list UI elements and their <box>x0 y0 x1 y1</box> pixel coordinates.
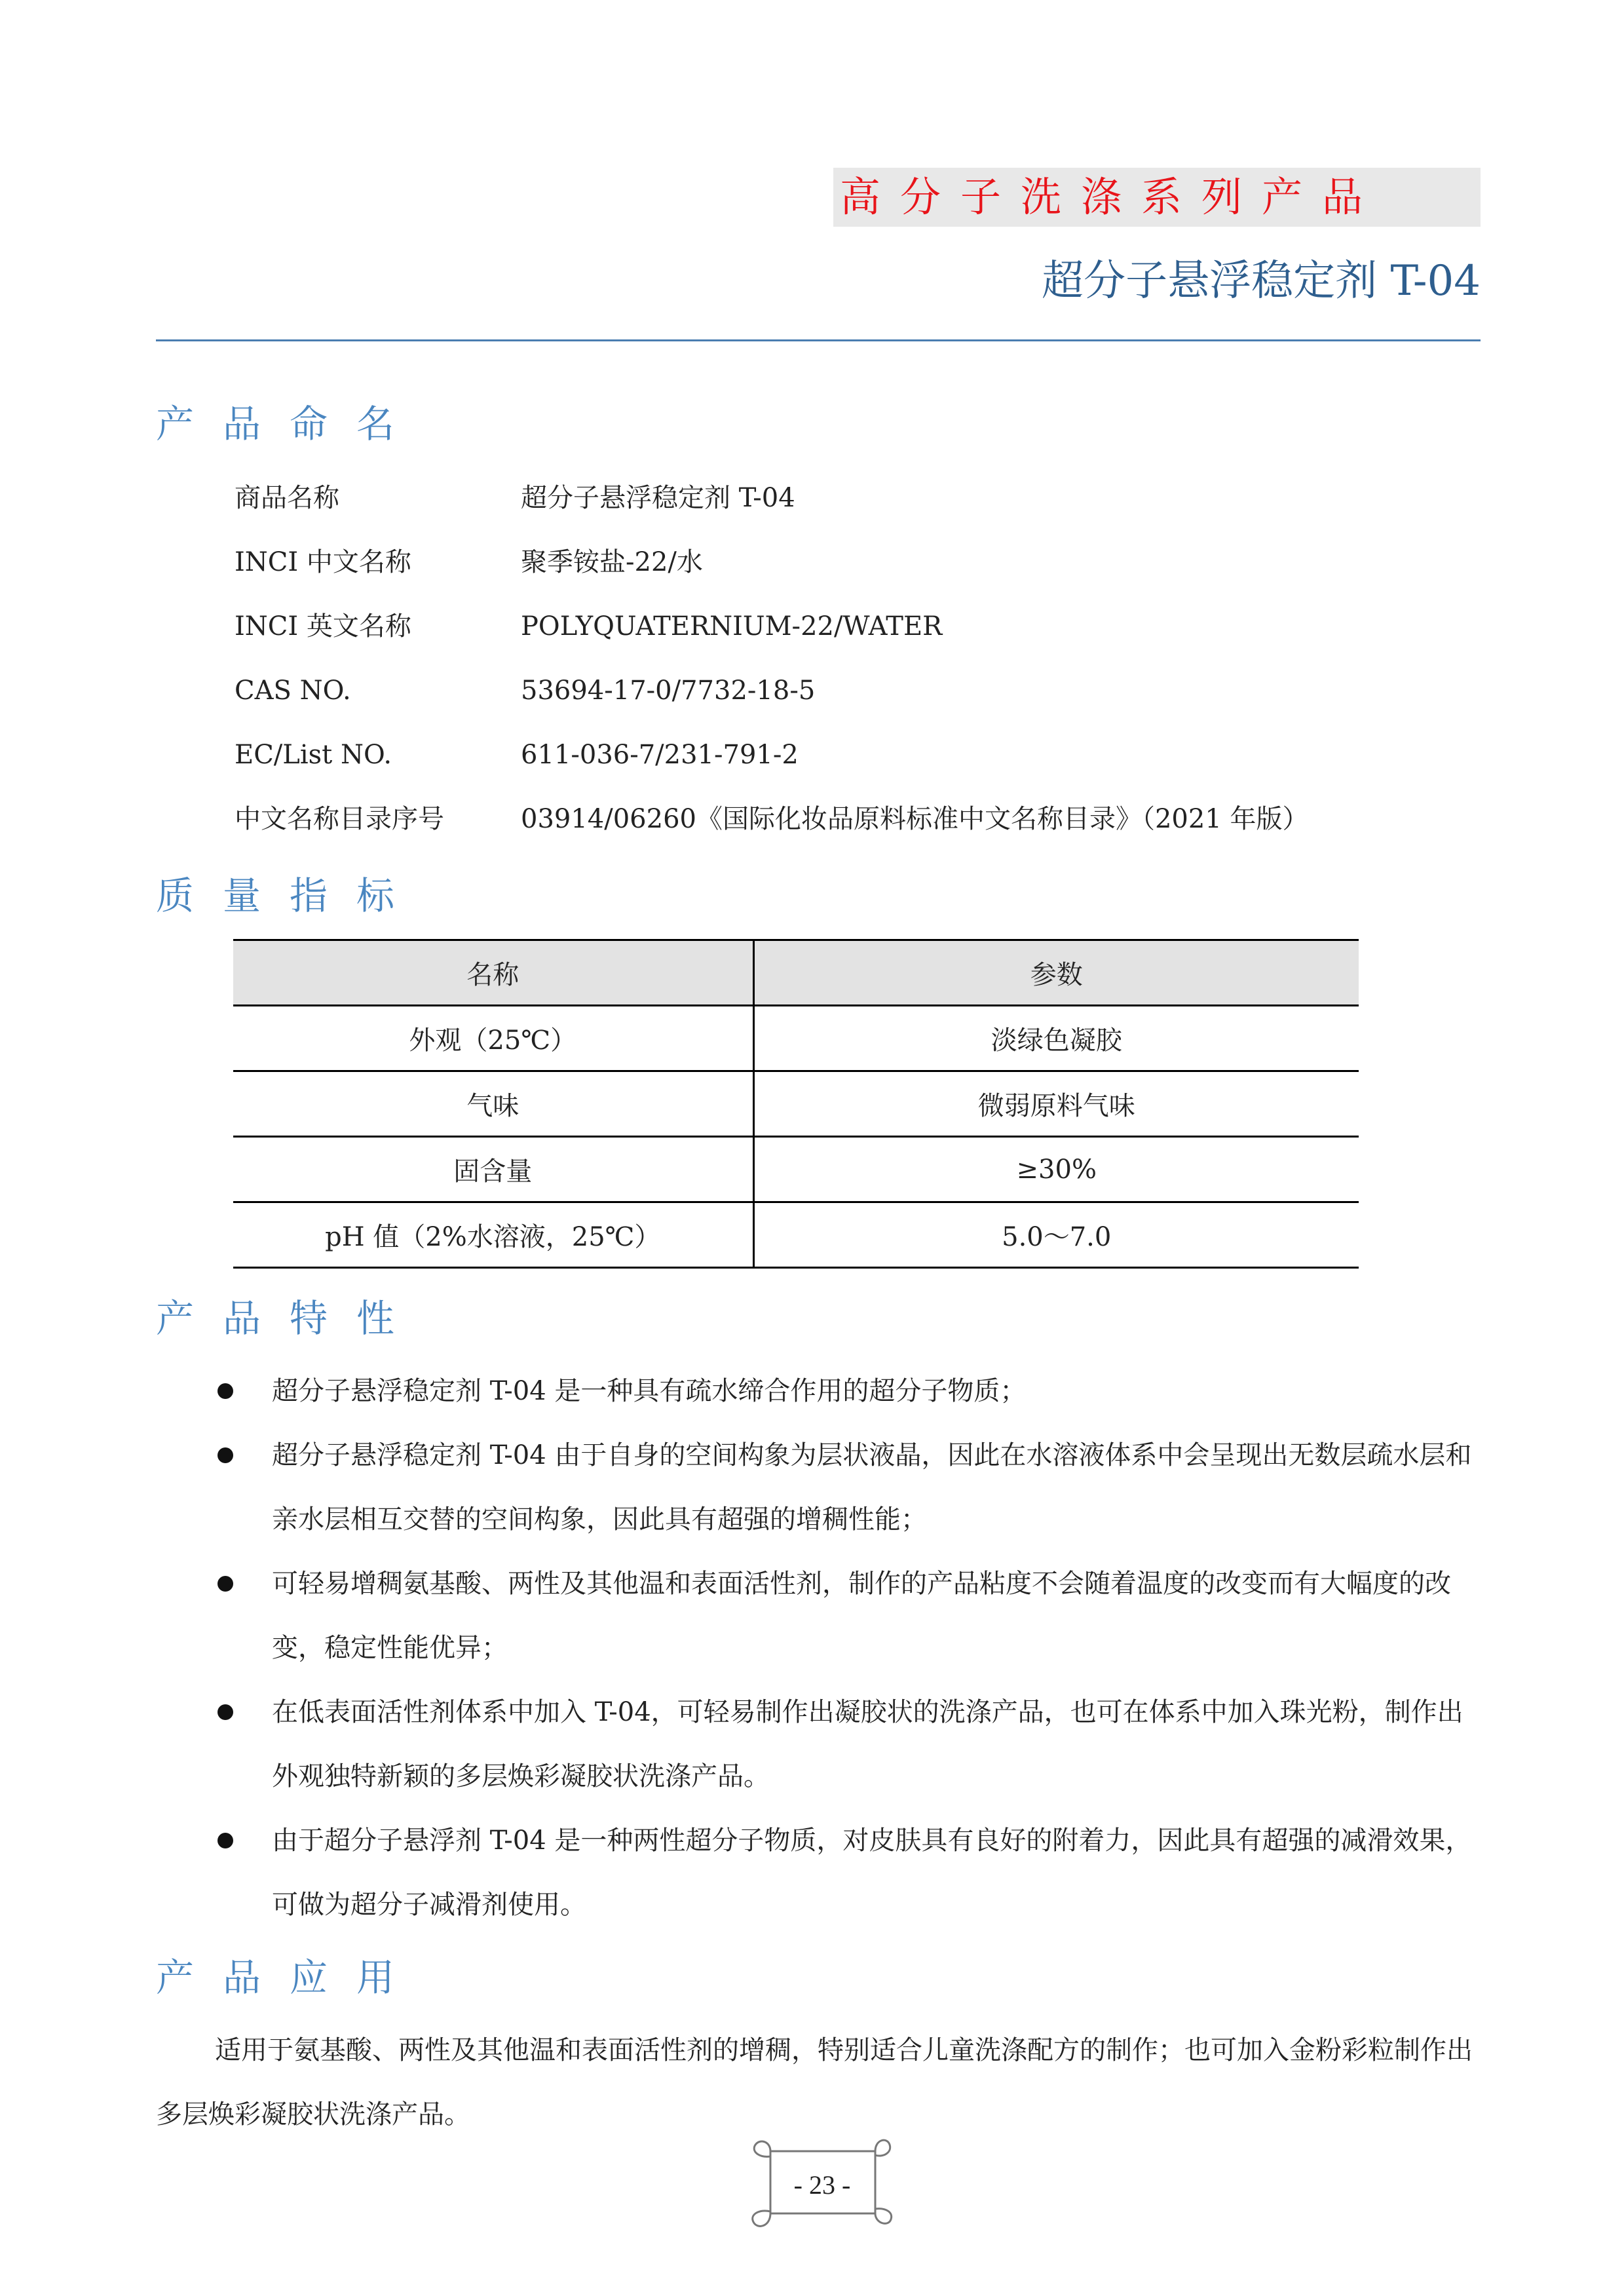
naming-label: 中文名称目录序号 <box>235 804 444 834</box>
bullet-icon <box>217 1383 233 1399</box>
naming-value: 聚季铵盐-22/水 <box>521 547 703 577</box>
table-row <box>233 1006 1359 1071</box>
table-cell: ≥30% <box>753 1137 1359 1202</box>
product-title: 超分子悬浮稳定剂 T-04 <box>1042 257 1481 305</box>
naming-value: 超分子悬浮稳定剂 T-04 <box>521 483 795 513</box>
series-banner: 高分子洗涤系列产品 <box>833 168 1481 227</box>
naming-value: 611-036-7/231-791-2 <box>521 740 799 770</box>
table-cell: 淡绿色凝胶 <box>753 1006 1359 1071</box>
section-heading-naming: 产品命名 <box>156 402 424 446</box>
section-heading-application: 产品应用 <box>156 1955 424 2000</box>
feature-item: 超分子悬浮稳定剂 T-04 由于自身的空间构象为层状液晶，因此在水溶液体系中会呈现出无数层疏水层和亲水层相互交替的空间构象，因此具有超强的增稠性能； <box>272 1440 1472 1535</box>
feature-item: 在低表面活性剂体系中加入 T-04，可轻易制作出凝胶状的洗涤产品，也可在体系中加入珠光粉，制作出外观独特新颖的多层焕彩凝胶状洗涤产品。 <box>272 1697 1463 1791</box>
naming-label: EC/List NO. <box>235 740 392 770</box>
naming-value: POLYQUATERNIUM-22/WATER <box>521 611 943 641</box>
table-cell: 气味 <box>233 1071 753 1137</box>
section-heading-features: 产品特性 <box>156 1296 424 1341</box>
naming-label: 商品名称 <box>235 483 339 513</box>
feature-item: 超分子悬浮稳定剂 T-04 是一种具有疏水缔合作用的超分子物质； <box>272 1376 1027 1406</box>
table-cell: 外观（25℃） <box>233 1006 753 1071</box>
section-heading-quality: 质量指标 <box>156 873 424 918</box>
naming-label: CAS NO. <box>235 676 351 706</box>
table-row <box>233 1202 1359 1268</box>
table-cell: 5.0～7.0 <box>753 1202 1359 1268</box>
table-row <box>233 1137 1359 1202</box>
table-cell: 微弱原料气味 <box>753 1071 1359 1137</box>
bullet-icon <box>217 1447 233 1463</box>
bullet-icon <box>217 1576 233 1592</box>
table-row <box>233 1071 1359 1137</box>
table-cell: pH 值（2%水溶液，25℃） <box>233 1202 753 1268</box>
header-divider <box>156 339 1481 341</box>
bullet-icon <box>217 1833 233 1848</box>
naming-label: INCI 中文名称 <box>235 547 411 577</box>
naming-value: 03914/06260《国际化妆品原料标准中文名称目录》（2021 年版） <box>521 804 1309 834</box>
feature-item: 由于超分子悬浮剂 T-04 是一种两性超分子物质，对皮肤具有良好的附着力，因此具有超强的减滑效果，可做为超分子减滑剂使用。 <box>272 1826 1472 1920</box>
column-header: 名称 <box>233 940 753 1006</box>
column-header: 参数 <box>753 940 1359 1006</box>
page-number: - 23 - <box>793 2170 851 2200</box>
naming-value: 53694-17-0/7732-18-5 <box>521 676 816 706</box>
bullet-icon <box>217 1704 233 1720</box>
table-header-row <box>233 940 1359 1006</box>
quality-table <box>233 939 1359 1269</box>
naming-label: INCI 英文名称 <box>235 611 411 641</box>
table-cell: 固含量 <box>233 1137 753 1202</box>
feature-item: 可轻易增稠氨基酸、两性及其他温和表面活性剂，制作的产品粘度不会随着温度的改变而有大幅度的改变，稳定性能优异； <box>272 1569 1451 1663</box>
application-text: 适用于氨基酸、两性及其他温和表面活性剂的增稠，特别适合儿童洗涤配方的制作；也可加入金粉彩粒制作出多层焕彩凝胶状洗涤产品。 <box>156 2035 1473 2130</box>
